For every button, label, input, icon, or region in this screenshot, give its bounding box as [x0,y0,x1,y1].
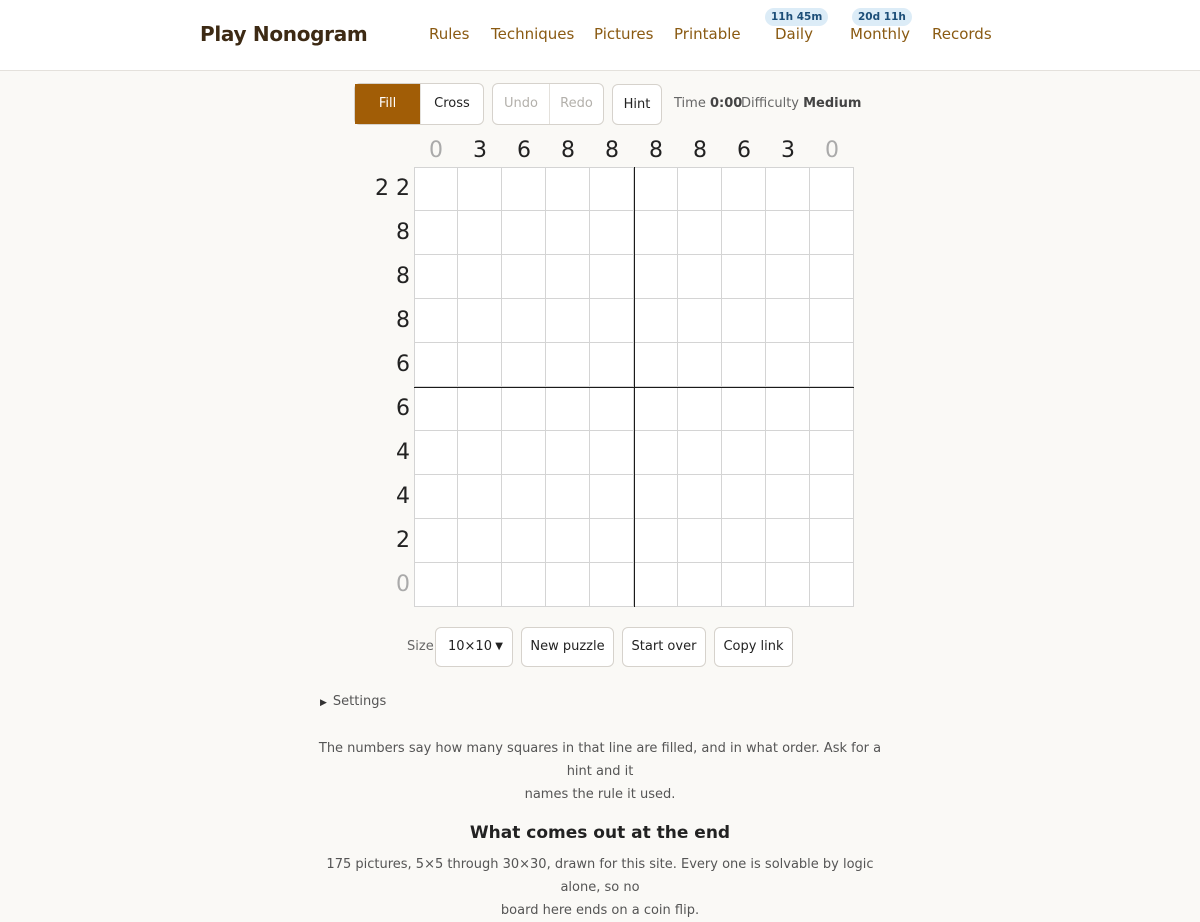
difficulty-label: Difficulty [741,96,799,111]
history-group [492,83,604,125]
grid-cell[interactable] [590,387,634,431]
grid-cell[interactable] [458,211,502,255]
grid-cell[interactable] [810,343,854,387]
grid-cell[interactable] [810,167,854,211]
grid-cell[interactable] [722,211,766,255]
grid-cell[interactable] [458,343,502,387]
grid-cell[interactable] [590,255,634,299]
size-select[interactable] [435,627,513,667]
grid-cell[interactable] [546,167,590,211]
row-clue: 4 [396,484,410,509]
site-header [0,0,1200,71]
grid-cell[interactable] [502,563,546,607]
intro-line-1: The numbers say how many squares in that line are filled, and in what order. Ask for a hint and it [318,741,882,779]
grid-cell[interactable] [590,431,634,475]
row-clue: 6 [396,352,410,377]
grid-cell[interactable] [722,475,766,519]
outro-line-2: board here ends on a coin flip. [500,903,700,918]
column-clue: 6 [737,138,751,163]
grid-cell[interactable] [634,519,678,563]
grid-cell[interactable] [634,387,678,431]
size-select-value: 10×10 [448,639,492,654]
grid-cell[interactable] [546,563,590,607]
row-clue: 8 [396,220,410,245]
grid-cell[interactable] [502,299,546,343]
grid-cell[interactable] [414,475,458,519]
column-clue: 8 [649,138,663,163]
grid-cell[interactable] [766,387,810,431]
grid-cell[interactable] [678,167,722,211]
nav-monthly[interactable]: Monthly [850,25,911,43]
cross-mode-button[interactable]: Cross [420,84,483,124]
grid-cell[interactable] [634,431,678,475]
grid-cell[interactable] [458,519,502,563]
nav-rules[interactable]: Rules [429,25,470,43]
outro-line-1: 175 pictures, 5×5 through 30×30, drawn for this site. Every one is solvable by logic alone, so no [326,857,874,895]
grid-cell[interactable] [458,167,502,211]
grid-cell[interactable] [502,343,546,387]
copy-link-button[interactable]: Copy link [714,627,793,667]
grid-cell[interactable] [810,475,854,519]
grid-cell[interactable] [590,563,634,607]
grid-cell[interactable] [502,387,546,431]
grid-cell[interactable] [634,563,678,607]
grid-cell[interactable] [546,519,590,563]
grid-cell[interactable] [634,299,678,343]
grid-cell[interactable] [502,255,546,299]
grid-cell[interactable] [766,211,810,255]
grid-cell[interactable] [414,431,458,475]
grid-cell[interactable] [634,475,678,519]
grid-cell[interactable] [546,343,590,387]
disclosure-triangle-icon: ▶ [320,698,327,708]
grid-cell[interactable] [766,431,810,475]
grid-cell[interactable] [458,431,502,475]
grid-cell[interactable] [678,299,722,343]
start-over-button[interactable]: Start over [622,627,706,667]
grid-cell[interactable] [810,211,854,255]
settings-label: Settings [332,694,387,709]
grid-cell[interactable] [546,431,590,475]
grid-cell[interactable] [766,343,810,387]
mode-toggle [354,83,484,125]
column-clue: 8 [561,138,575,163]
section-heading: What comes out at the end [469,823,731,843]
nav-printable[interactable]: Printable [674,25,741,43]
grid-cell[interactable] [722,343,766,387]
nav-pictures[interactable]: Pictures [594,25,654,43]
grid-cell[interactable] [810,519,854,563]
row-clue: 2 [396,528,410,553]
grid-cell[interactable] [810,431,854,475]
grid-cell[interactable] [722,255,766,299]
grid-cell[interactable] [458,475,502,519]
grid-cell[interactable] [678,211,722,255]
grid-cell[interactable] [634,255,678,299]
settings-disclosure[interactable] [320,694,386,709]
hint-button[interactable]: Hint [612,84,662,125]
grid-cell[interactable] [414,211,458,255]
grid-cell[interactable] [766,563,810,607]
grid-cell[interactable] [502,475,546,519]
row-clue: 0 [396,572,410,597]
new-puzzle-button[interactable]: New puzzle [521,627,614,667]
grid-cell[interactable] [766,255,810,299]
grid-cell[interactable] [722,431,766,475]
grid-cell[interactable] [590,343,634,387]
monthly-countdown-badge: 20d 11h [852,8,912,26]
grid-cell[interactable] [590,299,634,343]
daily-countdown-badge: 11h 45m [765,8,828,26]
grid-cell[interactable] [766,475,810,519]
grid-cell[interactable] [810,299,854,343]
grid-cell[interactable] [458,299,502,343]
redo-button[interactable]: Redo [549,84,603,124]
nav-daily[interactable]: Daily [775,25,813,43]
grid-cell[interactable] [414,255,458,299]
nav-records[interactable]: Records [932,25,992,43]
grid-cell[interactable] [414,343,458,387]
column-clue: 8 [693,138,707,163]
grid-cell[interactable] [590,167,634,211]
grid-cell[interactable] [502,167,546,211]
grid-cell[interactable] [634,211,678,255]
grid-cell[interactable] [590,519,634,563]
grid-cell[interactable] [678,343,722,387]
grid-divider-horizontal [414,387,854,388]
grid-cell[interactable] [414,299,458,343]
grid-cell[interactable] [458,387,502,431]
grid-cell[interactable] [502,431,546,475]
intro-text [310,737,890,806]
grid-cell[interactable] [546,475,590,519]
row-clue: 6 [396,396,410,421]
chevron-down-icon: ▼ [495,641,503,652]
grid-cell[interactable] [414,387,458,431]
grid-cell[interactable] [678,387,722,431]
grid-cell[interactable] [722,167,766,211]
grid-cell[interactable] [546,387,590,431]
intro-line-2: names the rule it used. [524,787,676,802]
timer-value: 0:00 [709,96,743,111]
grid-cell[interactable] [766,299,810,343]
grid-cell[interactable] [414,167,458,211]
grid-cell[interactable] [678,431,722,475]
grid-cell[interactable] [678,563,722,607]
grid-cell[interactable] [458,255,502,299]
size-label: Size [407,639,434,654]
grid-cell[interactable] [414,563,458,607]
timer [674,96,742,111]
nav-techniques[interactable]: Techniques [491,25,575,43]
grid-cell[interactable] [678,519,722,563]
column-clue: 0 [429,138,443,163]
column-clue: 0 [825,138,839,163]
grid-cell[interactable] [546,211,590,255]
grid-cell[interactable] [546,299,590,343]
outro-text [310,853,890,922]
timer-label: Time [674,96,706,111]
brand-logo[interactable]: Play Nonogram [200,22,368,46]
grid-cell[interactable] [458,563,502,607]
grid-cell[interactable] [722,387,766,431]
grid-cell[interactable] [678,475,722,519]
row-clue: 8 [396,264,410,289]
grid-cell[interactable] [766,519,810,563]
grid-cell[interactable] [590,211,634,255]
column-clue: 3 [473,138,487,163]
row-clue: 4 [396,440,410,465]
grid-cell[interactable] [414,519,458,563]
row-clue: 2 2 [375,176,410,201]
grid-cell[interactable] [810,563,854,607]
grid-cell[interactable] [722,299,766,343]
difficulty-value: Medium [803,96,862,111]
grid-cell[interactable] [634,167,678,211]
column-clue: 3 [781,138,795,163]
grid-cell[interactable] [546,255,590,299]
grid-cell[interactable] [722,519,766,563]
grid-cell[interactable] [810,387,854,431]
grid-cell[interactable] [810,255,854,299]
grid-cell[interactable] [590,475,634,519]
undo-button[interactable]: Undo [504,96,538,111]
row-clue: 8 [396,308,410,333]
column-clue: 6 [517,138,531,163]
grid-cell[interactable] [634,343,678,387]
grid-cell[interactable] [502,519,546,563]
column-clue: 8 [605,138,619,163]
grid-cell[interactable] [722,563,766,607]
fill-mode-button[interactable]: Fill [355,84,420,124]
grid-cell[interactable] [502,211,546,255]
grid-cell[interactable] [766,167,810,211]
grid-cell[interactable] [678,255,722,299]
difficulty [741,96,861,111]
